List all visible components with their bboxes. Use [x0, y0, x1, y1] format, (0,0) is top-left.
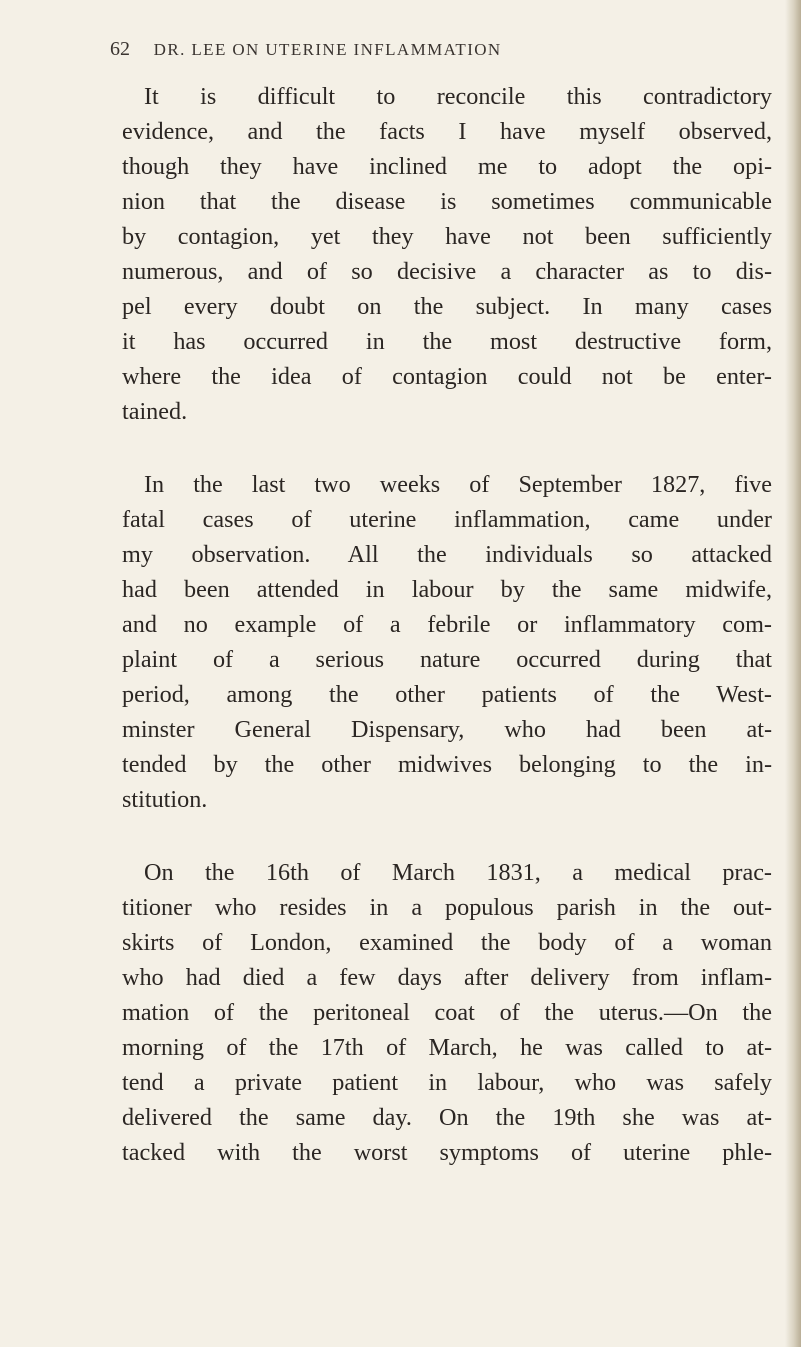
text-line: period, among the other patients of the West-: [122, 681, 772, 708]
text-line: tend a private patient in labour, who was safely: [122, 1069, 772, 1096]
text-line: titioner who resides in a populous parish in the out-: [122, 894, 772, 921]
paragraph-gap: [122, 817, 772, 855]
body-text: [122, 79, 772, 1170]
text-line: skirts of London, examined the body of a woman: [122, 929, 772, 956]
text-line: pel every doubt on the subject. In many cases: [122, 293, 772, 320]
text-line: fatal cases of uterine inflammation, came under: [122, 506, 772, 533]
text-line: though they have inclined me to adopt the opi-: [122, 153, 772, 180]
text-line: morning of the 17th of March, he was called to at-: [122, 1034, 772, 1061]
text-line: tacked with the worst symptoms of uterine phle-: [122, 1139, 772, 1166]
page-edge-shadow: [785, 0, 801, 1347]
page-number: 62: [110, 38, 130, 60]
paragraph-gap: [122, 429, 772, 467]
text-line: In the last two weeks of September 1827, five: [144, 471, 772, 498]
running-title: DR. LEE ON UTERINE INFLAMMATION: [153, 40, 502, 59]
text-line: nion that the disease is sometimes communicable: [122, 188, 772, 215]
text-line: stitution.: [122, 786, 208, 813]
text-line: tained.: [122, 398, 188, 425]
text-line: where the idea of contagion could not be enter-: [122, 363, 772, 390]
text-line: evidence, and the facts I have myself observed,: [122, 118, 772, 145]
text-line: It is difficult to reconcile this contradictory: [144, 83, 772, 110]
paragraph: [122, 855, 772, 1170]
text-line: minster General Dispensary, who had been at-: [122, 716, 772, 743]
text-line: who had died a few days after delivery from inflam-: [122, 964, 772, 991]
text-line: plaint of a serious nature occurred during that: [122, 646, 772, 673]
paragraph: [122, 467, 772, 817]
text-line: and no example of a febrile or inflammatory com-: [122, 611, 772, 638]
text-line: On the 16th of March 1831, a medical prac-: [144, 859, 772, 886]
text-line: it has occurred in the most destructive form,: [122, 328, 772, 355]
text-line: my observation. All the individuals so attacked: [122, 541, 772, 568]
text-line: tended by the other midwives belonging to the in-: [122, 751, 772, 778]
text-line: mation of the peritoneal coat of the uterus.—On the: [122, 999, 772, 1026]
paragraph: [122, 79, 772, 429]
text-line: had been attended in labour by the same midwife,: [122, 576, 772, 603]
text-line: by contagion, yet they have not been sufficiently: [122, 223, 772, 250]
page-header: [110, 38, 770, 64]
text-line: delivered the same day. On the 19th she was at-: [122, 1104, 772, 1131]
text-line: numerous, and of so decisive a character as to dis-: [122, 258, 772, 285]
